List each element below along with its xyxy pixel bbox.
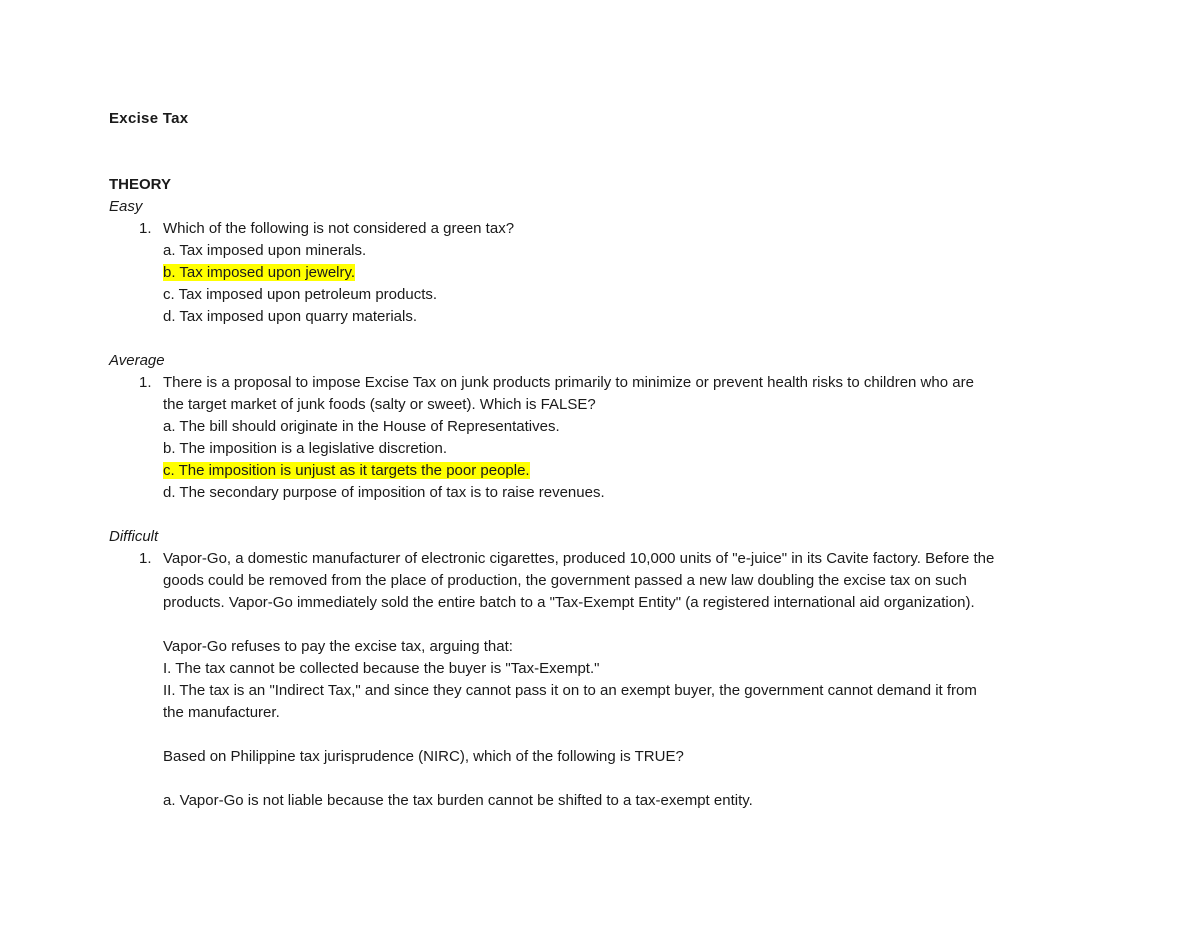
argument-one: I. The tax cannot be collected because the buyer is "Tax-Exempt." (163, 660, 600, 677)
question-difficult-1 (109, 548, 1099, 812)
question-text-line: There is a proposal to impose Excise Tax on junk products primarily to minimize or prevent health risks to children who are (163, 374, 974, 391)
spacer (163, 768, 1099, 790)
choice-c: c. Tax imposed upon petroleum products. (163, 286, 438, 303)
question-prompt: Based on Philippine tax jurisprudence (NIRC), which of the following is TRUE? (163, 748, 684, 765)
difficulty-label-average: Average (109, 352, 165, 369)
paragraph-line: Vapor-Go, a domestic manufacturer of electronic cigarettes, produced 10,000 units of "e-juice" in its Cavite factory. Before the (163, 550, 995, 567)
spacer (109, 328, 1099, 350)
paragraph-line: goods could be removed from the place of production, the government passed a new law doubling the excise tax on such (163, 572, 967, 589)
question-number: 1. (139, 550, 152, 567)
spacer (109, 130, 1099, 152)
choice-a: a. The bill should originate in the House of Representatives. (163, 418, 560, 435)
choice-c-answer (163, 460, 1099, 482)
question-text-line: the target market of junk foods (salty or sweet). Which is FALSE? (163, 396, 596, 413)
highlighted-answer: b. Tax imposed upon jewelry. (163, 264, 356, 281)
spacer (163, 614, 1099, 636)
choice-a: a. Tax imposed upon minerals. (163, 242, 367, 259)
question-text: Which of the following is not considered a green tax? (163, 220, 515, 237)
choice-a: a. Vapor-Go is not liable because the tax burden cannot be shifted to a tax-exempt entity. (163, 792, 753, 809)
document-title: Excise Tax (109, 110, 189, 127)
highlighted-answer: c. The imposition is unjust as it targets the poor people. (163, 462, 530, 479)
choice-b: b. The imposition is a legislative discretion. (163, 440, 448, 457)
difficulty-label-difficult: Difficult (109, 528, 159, 545)
choice-b-answer (163, 262, 1099, 284)
spacer (163, 724, 1099, 746)
argument-intro: Vapor-Go refuses to pay the excise tax, arguing that: (163, 638, 513, 655)
spacer (109, 504, 1099, 526)
question-number: 1. (139, 374, 152, 391)
question-average-1 (109, 372, 1099, 504)
question-number: 1. (139, 220, 152, 237)
difficulty-label-easy: Easy (109, 198, 143, 215)
question-easy-1 (109, 218, 1099, 328)
choice-d: d. Tax imposed upon quarry materials. (163, 308, 418, 325)
section-heading-theory: THEORY (109, 176, 171, 193)
paragraph-line: products. Vapor-Go immediately sold the entire batch to a "Tax-Exempt Entity" (a registered international aid organization). (163, 594, 975, 611)
argument-two: II. The tax is an "Indirect Tax," and since they cannot pass it on to an exempt buyer, the government cannot demand it from (163, 682, 977, 699)
choice-d: d. The secondary purpose of imposition of tax is to raise revenues. (163, 484, 605, 501)
argument-two-continued: the manufacturer. (163, 704, 280, 721)
document-page (109, 108, 1099, 812)
spacer (109, 152, 1099, 174)
